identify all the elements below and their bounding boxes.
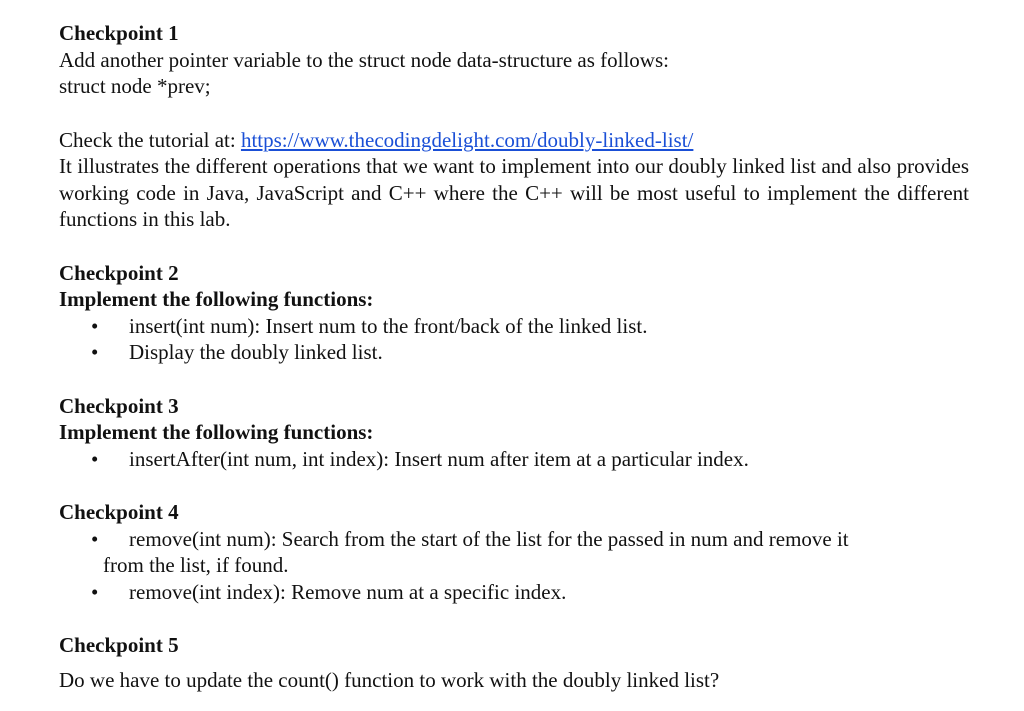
checkpoint-1-heading: Checkpoint 1 xyxy=(59,21,179,45)
list-item-text: remove(int num): Search from the start of the list for the passed in num and remove it xyxy=(129,526,849,551)
checkpoint-2-list xyxy=(59,313,969,366)
list-item-text: remove(int index): Remove num at a specific index. xyxy=(129,579,567,604)
checkpoint-2-heading: Checkpoint 2 xyxy=(59,260,179,285)
checkpoint-5-section xyxy=(59,632,969,693)
checkpoint-1-section xyxy=(59,20,969,233)
checkpoint-5-question: Do we have to update the count() function to work with the doubly linked list? xyxy=(59,667,720,692)
list-item-text: insert(int num): Insert num to the front/back of the linked list. xyxy=(129,313,648,338)
bullet-icon: • xyxy=(91,340,99,364)
tutorial-prefix: Check the tutorial at: xyxy=(59,127,241,152)
checkpoint-2-section xyxy=(59,260,969,366)
checkpoint-5-heading: Checkpoint 5 xyxy=(59,633,179,657)
checkpoint-3-list xyxy=(59,446,969,473)
document-page xyxy=(59,20,969,693)
bullet-icon: • xyxy=(91,313,99,338)
tutorial-description: It illustrates the different operations that we want to implement into our doubly linked list and also provides working code in Java, JavaScript and C++ where the C++ will be most useful to implement the different functions in this lab. xyxy=(59,154,969,231)
bullet-icon: • xyxy=(91,526,99,551)
list-item xyxy=(59,579,969,606)
list-item xyxy=(59,446,969,473)
checkpoint-4-heading: Checkpoint 4 xyxy=(59,500,179,524)
list-item xyxy=(59,526,969,579)
checkpoint-4-list xyxy=(59,526,969,606)
bullet-icon: • xyxy=(91,579,99,604)
tutorial-line xyxy=(59,127,969,154)
checkpoint-4-section xyxy=(59,499,969,605)
checkpoint-1-instruction: Add another pointer variable to the struct node data-structure as follows: xyxy=(59,47,669,72)
bullet-icon: • xyxy=(91,446,99,471)
list-item-text: Display the doubly linked list. xyxy=(129,340,383,364)
list-item-text: insertAfter(int num, int index): Insert num after item at a particular index. xyxy=(129,446,749,471)
list-item-continuation: from the list, if found. xyxy=(103,553,289,577)
checkpoint-3-section xyxy=(59,393,969,473)
tutorial-link[interactable]: https://www.thecodingdelight.com/doubly-linked-list/ xyxy=(240,127,694,152)
checkpoint-3-heading: Checkpoint 3 xyxy=(59,393,179,418)
checkpoint-3-subtitle: Implement the following functions: xyxy=(59,420,374,444)
checkpoint-2-subtitle: Implement the following functions: xyxy=(59,287,374,311)
list-item xyxy=(59,339,969,366)
list-item xyxy=(59,313,969,340)
checkpoint-1-code-line: struct node *prev; xyxy=(59,74,211,98)
